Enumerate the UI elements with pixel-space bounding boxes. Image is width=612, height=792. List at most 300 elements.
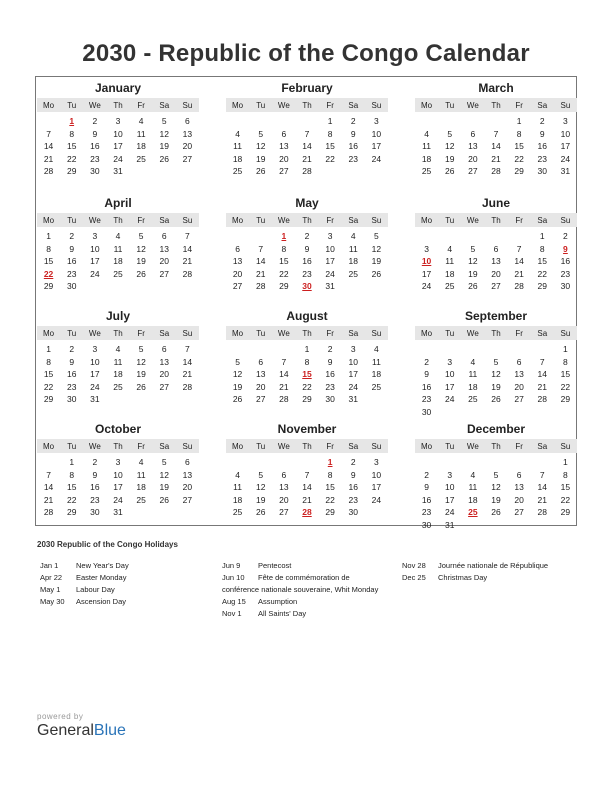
- weekday-label: Fr: [515, 215, 523, 225]
- day-cell: 5: [161, 457, 167, 468]
- day-cell: 14: [537, 482, 547, 493]
- week-row: [415, 393, 577, 406]
- day-cell: 23: [560, 268, 571, 279]
- day-cell: 14: [279, 369, 289, 380]
- day-cell: 5: [138, 231, 144, 242]
- day-cell: 16: [90, 482, 100, 493]
- holiday-name: Labour Day: [76, 585, 115, 594]
- week-row: [37, 243, 199, 256]
- day-cell: 24: [444, 394, 455, 405]
- day-cell: 19: [159, 482, 169, 493]
- month-december: [415, 421, 577, 531]
- holiday-day-cell: 9: [563, 243, 568, 254]
- day-cell: 15: [66, 482, 77, 493]
- day-cell: 10: [90, 243, 100, 254]
- weekday-label: Fr: [326, 441, 334, 451]
- day-cell: 5: [447, 128, 453, 139]
- day-cell: 24: [113, 153, 123, 164]
- day-cell: 6: [516, 356, 522, 367]
- day-cell: 7: [539, 356, 545, 367]
- week-row: [37, 456, 199, 469]
- day-cell: 30: [66, 394, 77, 405]
- day-cell: 22: [279, 268, 289, 279]
- day-cell: 26: [255, 166, 266, 177]
- day-cell: 7: [281, 356, 287, 367]
- day-cell: 4: [470, 469, 476, 480]
- weekday-label: Tu: [67, 328, 77, 338]
- weekday-header: [37, 439, 199, 453]
- day-cell: 21: [302, 153, 312, 164]
- weekday-label: Sa: [159, 328, 170, 338]
- weekday-label: Mo: [43, 215, 55, 225]
- day-cell: 8: [69, 128, 75, 139]
- day-cell: 26: [159, 494, 169, 505]
- day-cell: 12: [136, 243, 146, 254]
- holiday-name: Journée nationale de République: [438, 561, 549, 570]
- holiday-entry: [40, 572, 129, 584]
- day-cell: 5: [138, 344, 144, 355]
- week-row: [226, 506, 388, 519]
- days-grid: [37, 456, 199, 519]
- day-cell: 7: [493, 128, 499, 139]
- week-row: [415, 406, 577, 419]
- weekday-label: Tu: [256, 328, 266, 338]
- weekday-label: Su: [560, 441, 571, 451]
- day-cell: 8: [281, 243, 287, 254]
- weekday-label: Mo: [43, 441, 55, 451]
- day-cell: 6: [281, 128, 287, 139]
- day-cell: 30: [560, 281, 571, 292]
- day-cell: 27: [279, 507, 289, 518]
- day-cell: 3: [115, 457, 121, 468]
- day-cell: 30: [90, 166, 100, 177]
- day-cell: 8: [563, 469, 568, 480]
- month-name: February: [281, 81, 333, 95]
- day-cell: 27: [491, 281, 501, 292]
- weekday-label: Tu: [445, 215, 455, 225]
- holiday-day-cell: 28: [302, 507, 312, 518]
- day-cell: 15: [325, 482, 335, 493]
- day-cell: 4: [424, 128, 429, 139]
- day-cell: 31: [348, 394, 358, 405]
- day-cell: 20: [182, 482, 193, 493]
- day-cell: 21: [491, 153, 501, 164]
- day-cell: 27: [514, 507, 524, 518]
- weekday-label: Th: [113, 441, 123, 451]
- day-cell: 28: [182, 381, 193, 392]
- day-cell: 6: [161, 231, 167, 242]
- day-cell: 25: [113, 268, 123, 279]
- day-cell: 31: [560, 166, 571, 177]
- day-cell: 22: [66, 494, 77, 505]
- day-cell: 10: [113, 128, 123, 139]
- weekday-label: Tu: [256, 215, 266, 225]
- weekday-label: Mo: [421, 100, 433, 110]
- weekday-header: [226, 98, 388, 112]
- weekday-label: Tu: [445, 100, 455, 110]
- day-cell: 26: [136, 268, 146, 279]
- month-april: [37, 195, 199, 293]
- brand-general: General: [37, 722, 94, 739]
- weekday-label: Su: [182, 441, 193, 451]
- day-cell: 14: [255, 256, 266, 267]
- day-cell: 5: [470, 243, 476, 254]
- weekday-label: Sa: [348, 328, 359, 338]
- week-row: [226, 140, 388, 153]
- day-cell: 3: [424, 243, 429, 254]
- day-cell: 7: [258, 243, 264, 254]
- day-cell: 30: [537, 166, 547, 177]
- day-cell: 2: [327, 344, 333, 355]
- day-cell: 3: [327, 231, 333, 242]
- day-cell: 12: [468, 256, 478, 267]
- weekday-label: Tu: [445, 328, 455, 338]
- day-cell: 17: [113, 141, 123, 152]
- week-row: [226, 255, 388, 268]
- day-cell: 29: [302, 394, 312, 405]
- day-cell: 25: [468, 394, 478, 405]
- weekday-label: Th: [491, 328, 501, 338]
- day-cell: 26: [159, 153, 169, 164]
- day-cell: 31: [444, 519, 455, 530]
- day-cell: 28: [255, 281, 266, 292]
- day-cell: 30: [66, 281, 77, 292]
- day-cell: 18: [468, 494, 478, 505]
- day-cell: 20: [279, 153, 289, 164]
- day-cell: 13: [232, 256, 243, 267]
- day-cell: 6: [185, 116, 190, 127]
- holiday-date: Nov 28: [402, 561, 426, 570]
- brand-name: [37, 722, 126, 740]
- holiday-date: Aug 15: [222, 597, 246, 606]
- day-cell: 29: [66, 507, 77, 518]
- day-cell: 3: [563, 116, 568, 127]
- day-cell: 24: [348, 381, 358, 392]
- day-cell: 8: [539, 243, 545, 254]
- day-cell: 16: [560, 256, 571, 267]
- day-cell: 24: [371, 153, 382, 164]
- holiday-entry: [402, 560, 548, 572]
- week-row: [226, 469, 388, 482]
- week-row: [37, 393, 199, 406]
- day-cell: 17: [371, 482, 382, 493]
- day-cell: 25: [136, 153, 146, 164]
- day-cell: 1: [563, 457, 568, 468]
- weekday-label: Fr: [326, 215, 334, 225]
- day-cell: 18: [113, 369, 123, 380]
- day-cell: 31: [325, 281, 335, 292]
- day-cell: 10: [325, 243, 335, 254]
- week-row: [226, 343, 388, 356]
- holiday-date: Nov 1: [222, 609, 242, 618]
- weekday-header: [415, 439, 577, 453]
- day-cell: 17: [90, 256, 100, 267]
- month-october: [37, 421, 199, 519]
- weekday-label: Th: [302, 100, 312, 110]
- day-cell: 2: [92, 457, 98, 468]
- weekday-label: Su: [182, 328, 193, 338]
- days-grid: [37, 343, 199, 406]
- day-cell: 28: [537, 394, 547, 405]
- day-cell: 8: [327, 469, 333, 480]
- day-cell: 4: [138, 457, 144, 468]
- day-cell: 27: [182, 153, 193, 164]
- week-row: [226, 165, 388, 178]
- day-cell: 4: [115, 344, 121, 355]
- day-cell: 4: [115, 231, 121, 242]
- week-row: [415, 506, 577, 519]
- day-cell: 18: [232, 153, 243, 164]
- day-cell: 4: [235, 128, 240, 139]
- day-cell: 16: [325, 369, 335, 380]
- day-cell: 23: [90, 494, 100, 505]
- weekday-label: Sa: [537, 328, 548, 338]
- month-september: [415, 308, 577, 418]
- weekday-label: Sa: [348, 441, 359, 451]
- day-cell: 6: [516, 469, 522, 480]
- day-cell: 31: [90, 394, 100, 405]
- holiday-name: New Year's Day: [76, 561, 129, 570]
- month-may: [226, 195, 388, 293]
- day-cell: 24: [421, 281, 432, 292]
- day-cell: 2: [350, 116, 356, 127]
- day-cell: 15: [514, 141, 524, 152]
- day-cell: 21: [514, 268, 524, 279]
- day-cell: 9: [92, 469, 98, 480]
- day-cell: 19: [255, 494, 266, 505]
- week-row: [37, 280, 199, 293]
- day-cell: 9: [350, 128, 356, 139]
- month-name: December: [466, 422, 526, 436]
- weekday-label: Sa: [159, 215, 170, 225]
- day-cell: 11: [233, 141, 242, 152]
- weekday-label: Mo: [232, 441, 244, 451]
- day-cell: 5: [235, 356, 240, 367]
- days-grid: [415, 343, 577, 418]
- day-cell: 25: [348, 268, 358, 279]
- day-cell: 23: [537, 153, 547, 164]
- day-cell: 10: [444, 482, 455, 493]
- weekday-label: We: [277, 100, 290, 110]
- week-row: [226, 268, 388, 281]
- weekday-header: [37, 213, 199, 227]
- month-name: October: [94, 422, 141, 436]
- day-cell: 26: [136, 381, 146, 392]
- day-cell: 2: [304, 231, 310, 242]
- week-row: [415, 165, 577, 178]
- day-cell: 27: [468, 166, 478, 177]
- day-cell: 8: [327, 128, 333, 139]
- holiday-entry: [222, 584, 378, 596]
- day-cell: 15: [560, 482, 571, 493]
- day-cell: 27: [255, 394, 266, 405]
- day-cell: 18: [468, 381, 478, 392]
- day-cell: 5: [493, 356, 499, 367]
- weekday-label: Tu: [256, 441, 266, 451]
- weekday-label: Su: [560, 215, 571, 225]
- holiday-date: Jun 10: [222, 573, 245, 582]
- day-cell: 16: [537, 141, 547, 152]
- day-cell: 6: [493, 243, 499, 254]
- day-cell: 10: [371, 469, 382, 480]
- day-cell: 6: [185, 457, 190, 468]
- weekday-label: Sa: [537, 215, 548, 225]
- month-name: April: [104, 196, 132, 210]
- week-row: [37, 481, 199, 494]
- weekday-label: Tu: [445, 441, 455, 451]
- day-cell: 22: [43, 381, 54, 392]
- day-cell: 18: [136, 141, 146, 152]
- week-row: [415, 356, 577, 369]
- day-cell: 30: [421, 519, 432, 530]
- day-cell: 13: [159, 356, 169, 367]
- day-cell: 12: [255, 141, 266, 152]
- day-cell: 15: [43, 369, 54, 380]
- holiday-date: Jan 1: [40, 561, 59, 570]
- day-cell: 11: [468, 482, 478, 493]
- day-cell: 31: [113, 166, 123, 177]
- day-cell: 25: [371, 381, 382, 392]
- holiday-name: Ascension Day: [76, 597, 127, 606]
- day-cell: 4: [470, 356, 476, 367]
- weekday-label: Su: [371, 328, 382, 338]
- month-june: [415, 195, 577, 293]
- day-cell: 24: [560, 153, 571, 164]
- weekday-label: Mo: [43, 100, 55, 110]
- holiday-name: All Saints' Day: [258, 609, 307, 618]
- day-cell: 11: [445, 256, 455, 267]
- day-cell: 14: [491, 141, 501, 152]
- day-cell: 7: [539, 469, 545, 480]
- day-cell: 17: [348, 369, 358, 380]
- week-row: [415, 519, 577, 532]
- day-cell: 14: [182, 243, 193, 254]
- brand-blue: Blue: [93, 722, 126, 739]
- day-cell: 22: [66, 153, 77, 164]
- day-cell: 19: [255, 153, 266, 164]
- day-cell: 30: [348, 507, 358, 518]
- day-cell: 31: [113, 507, 123, 518]
- week-row: [37, 268, 199, 281]
- day-cell: 22: [560, 494, 571, 505]
- day-cell: 9: [539, 128, 545, 139]
- holiday-day-cell: 22: [43, 268, 54, 279]
- weekday-label: Fr: [137, 100, 145, 110]
- holiday-date: Dec 25: [402, 573, 426, 582]
- week-row: [37, 356, 199, 369]
- day-cell: 13: [182, 128, 193, 139]
- day-cell: 3: [350, 344, 356, 355]
- week-row: [415, 280, 577, 293]
- weekday-header: [226, 439, 388, 453]
- day-cell: 13: [514, 482, 524, 493]
- week-row: [226, 368, 388, 381]
- day-cell: 1: [563, 344, 568, 355]
- weekday-label: We: [466, 328, 479, 338]
- day-cell: 26: [444, 166, 455, 177]
- holiday-date: May 30: [40, 597, 65, 606]
- weekday-label: Fr: [137, 328, 145, 338]
- week-row: [37, 115, 199, 128]
- day-cell: 7: [185, 344, 190, 355]
- day-cell: 2: [424, 469, 429, 480]
- day-cell: 28: [491, 166, 501, 177]
- day-cell: 12: [444, 141, 455, 152]
- day-cell: 25: [421, 166, 432, 177]
- day-cell: 7: [516, 243, 522, 254]
- day-cell: 14: [514, 256, 524, 267]
- day-cell: 24: [113, 494, 123, 505]
- day-cell: 7: [46, 469, 51, 480]
- day-cell: 19: [136, 369, 146, 380]
- weekday-header: [226, 326, 388, 340]
- day-cell: 1: [327, 116, 333, 127]
- week-row: [37, 128, 199, 141]
- weekday-label: Mo: [43, 328, 55, 338]
- day-cell: 16: [90, 141, 100, 152]
- day-cell: 4: [374, 344, 379, 355]
- day-cell: 4: [447, 243, 453, 254]
- week-row: [415, 255, 577, 268]
- day-cell: 26: [491, 507, 501, 518]
- month-january: [37, 80, 199, 178]
- day-cell: 23: [421, 507, 432, 518]
- day-cell: 22: [302, 381, 312, 392]
- day-cell: 7: [185, 231, 190, 242]
- week-row: [226, 243, 388, 256]
- day-cell: 14: [182, 356, 193, 367]
- day-cell: 2: [539, 116, 545, 127]
- day-cell: 18: [232, 494, 243, 505]
- day-cell: 23: [90, 153, 100, 164]
- days-grid: [415, 230, 577, 293]
- week-row: [226, 481, 388, 494]
- weekday-label: Mo: [421, 215, 433, 225]
- day-cell: 11: [372, 356, 381, 367]
- day-cell: 19: [371, 256, 382, 267]
- days-grid: [37, 115, 199, 178]
- day-cell: 24: [371, 494, 382, 505]
- weekday-label: Tu: [67, 215, 77, 225]
- day-cell: 2: [424, 356, 429, 367]
- day-cell: 1: [46, 231, 51, 242]
- day-cell: 25: [232, 507, 243, 518]
- holiday-column: [222, 560, 378, 620]
- day-cell: 8: [69, 469, 75, 480]
- week-row: [226, 456, 388, 469]
- day-cell: 25: [136, 494, 146, 505]
- week-row: [226, 153, 388, 166]
- footer-logo[interactable]: [37, 712, 126, 740]
- day-cell: 1: [304, 344, 310, 355]
- day-cell: 8: [516, 128, 522, 139]
- holiday-column: [40, 560, 129, 608]
- day-cell: 23: [302, 268, 312, 279]
- holiday-name: Pentecost: [258, 561, 292, 570]
- day-cell: 28: [182, 268, 193, 279]
- holiday-day-cell: 30: [302, 281, 312, 292]
- day-cell: 27: [279, 166, 289, 177]
- holiday-day-cell: 25: [468, 507, 478, 518]
- day-cell: 5: [374, 231, 379, 242]
- day-cell: 23: [421, 394, 432, 405]
- day-cell: 11: [422, 141, 431, 152]
- day-cell: 22: [537, 268, 547, 279]
- week-row: [415, 456, 577, 469]
- weekday-label: Su: [560, 328, 571, 338]
- weekday-label: Th: [302, 328, 312, 338]
- week-row: [37, 381, 199, 394]
